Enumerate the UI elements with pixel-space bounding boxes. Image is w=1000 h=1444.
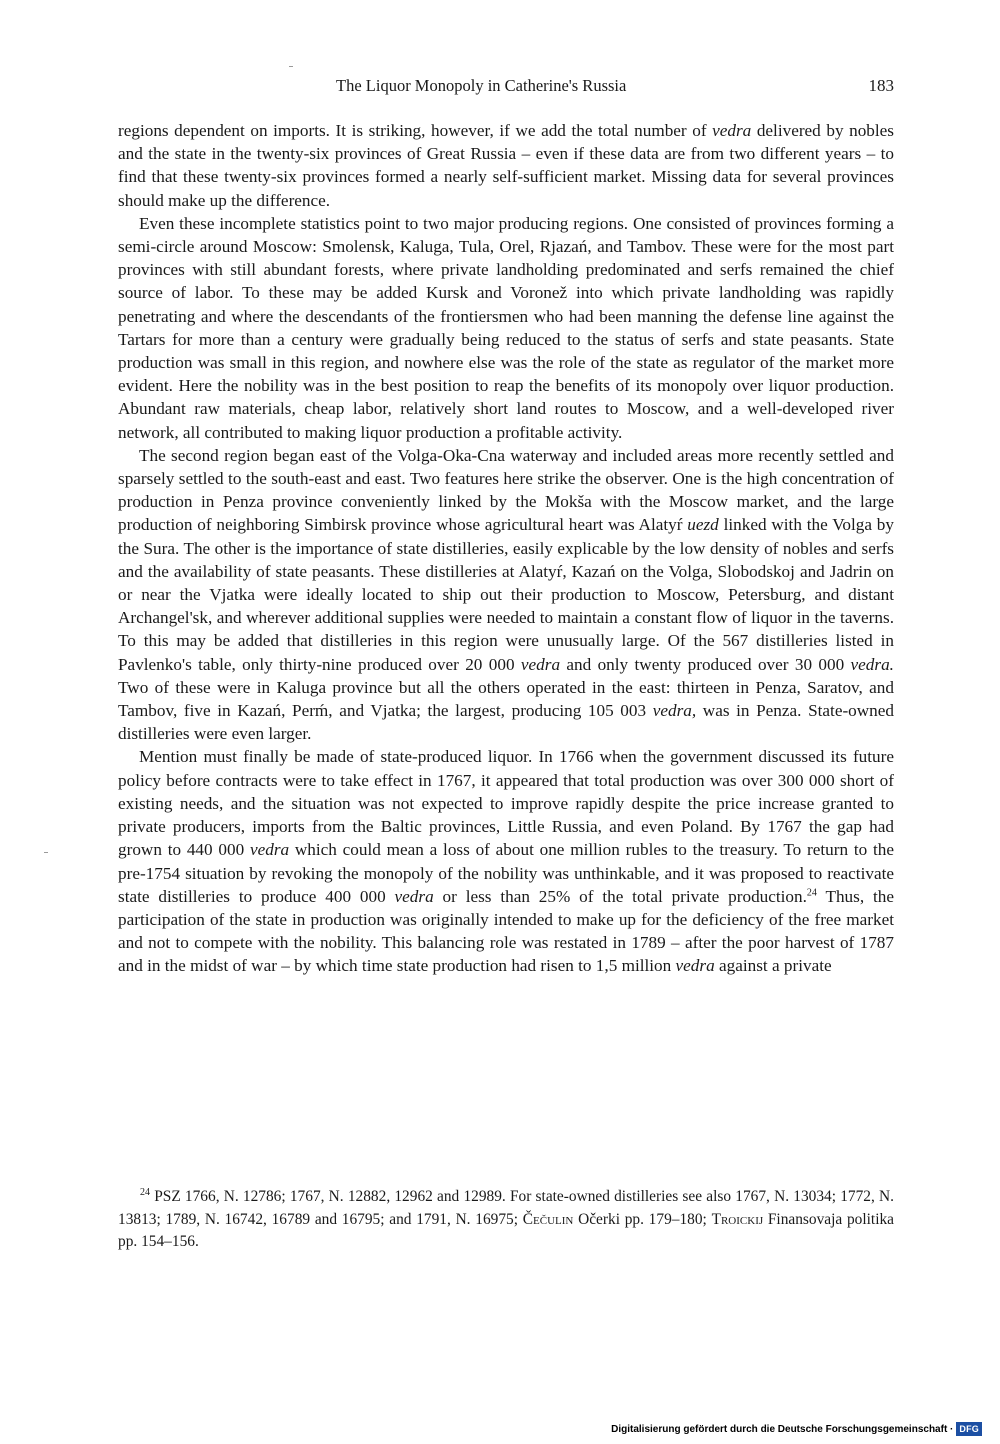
italic-term: vedra	[675, 956, 715, 976]
scan-speck	[44, 852, 48, 853]
paragraph-3	[118, 444, 894, 746]
text-run: or less than 25% of the total private production.	[433, 886, 807, 906]
paragraph-4	[118, 745, 894, 977]
dfg-logo: DFG	[956, 1422, 982, 1436]
author-name: Čečulin	[522, 1210, 574, 1228]
running-title: The Liquor Monopoly in Catherine's Russia	[336, 76, 627, 95]
text-run: The second region began east of the Volga-Oka-Cna waterway and included areas more recently settled and sparsely settled to the south-east and east. Two features here strike the observer. One is the high concentration of production in Penza province conveniently linked by the Mokša with the Moscow market, and the large production of neighboring Simbirsk province whose agricultural heart was Alatyŕ	[118, 445, 894, 535]
text-run: delivered by nobles and the state in the twenty-six provinces of Great Russia – even if these data are from two different years – to find that these twenty-six provinces formed a nearly self-sufficient market. Missing data for several provinces should make up the difference.	[118, 121, 894, 210]
italic-term: vedra	[520, 654, 561, 674]
text-run: which could mean a loss of about one million rubles to the treasury. To return to the pre-1754 situation by revoking the monopoly of the nobility was unthinkable, and it was proposed to reactivate state distilleries to produce 400 000	[118, 840, 894, 906]
italic-term: vedra	[249, 840, 290, 860]
scan-speck	[289, 66, 293, 67]
text-run: was in Penza. State-owned distilleries were even larger.	[118, 701, 894, 744]
page-number: 183	[868, 76, 894, 95]
text-run: against a private	[714, 956, 832, 976]
funding-text: Digitalisierung gefördert durch die Deutsche Forschungsgemeinschaft ·	[611, 1423, 954, 1435]
italic-term: vedra.	[850, 654, 894, 674]
text-run: and only twenty produced over 30 000	[560, 654, 851, 674]
text-run: Two of these were in Kaluga province but all the others operated in the east: thirteen in Penza, Saratov, and Tambov, five in Kazań, Perḿ, and Vjatka; the largest, producing 105 003	[118, 677, 894, 721]
text-run: Mention must finally be made of state-produced liquor. In 1766 when the government discussed its future policy before contracts were to take effect in 1767, it appeared that total production was over 300 000 short of existing needs, and the situation was not expected to improve rapidly despite the price increase granted to private producers, imports from the Baltic provinces, Little Russia, and even Poland. By 1767 the gap had grown to 440 000	[118, 747, 894, 860]
text-run: regions dependent on imports. It is striking, however, if we add the total number of	[118, 121, 713, 140]
author-name: Troickij	[711, 1210, 764, 1228]
italic-term: vedra	[712, 121, 752, 140]
text-run: Finansovaja politika pp. 154–156.	[118, 1210, 895, 1250]
running-header	[118, 76, 894, 100]
funding-credit	[611, 1422, 982, 1436]
text-run: PSZ 1766, N. 12786; 1767, N. 12882, 12962 and 12989. For state-owned distilleries see also 1767, N. 13034; 1772, N. 13813; 1789, N. 16742, 16789 and 16795; and 1791, N. 16975;	[118, 1188, 894, 1228]
body-text	[118, 119, 894, 978]
italic-term: uezd	[687, 515, 719, 535]
italic-term: vedra,	[652, 701, 697, 721]
footnote-reference: 24	[806, 886, 817, 898]
text-run: linked with the Volga by the Sura. The other is the importance of state distilleries, easily explicable by the low density of nobles and serfs and the availability of state peasants. These distilleries at Alatyŕ, Kazań on the Volga, Slobodskoj and Jadrin on or near the Vjatka were ideally located to ship out their production to Moscow, Petersburg, and distant Archangel'sk, and wherever additional supplies were needed to maintain a constant flow of liquor in the taverns. To this may be added that distilleries in this region were unusually large. Of the 567 distilleries listed in Pavlenko's table, only thirty-nine produced over 20 000	[118, 515, 894, 674]
footnote-text	[118, 1186, 894, 1254]
paragraph-1	[118, 119, 894, 212]
text-run: Thus, the participation of the state in production was originally intended to make up for the deficiency of the free market and not to compete with the nobility. This balancing role was restated in 1789 – after the poor harvest of 1787 and in the midst of war – by which time state production had risen to 1,5 million	[118, 886, 894, 976]
text-run: Očerki pp. 179–180;	[573, 1210, 712, 1228]
paragraph-2: Even these incomplete statistics point to two major producing regions. One consisted of provinces forming a semi-circle around Moscow: Smolensk, Kaluga, Tula, Orel, Rjazań, and Tambov. These were for the most part provinces with still abundant forests, where private landholding predominated and serfs remained the chief source of labor. To these may be added Kursk and Voronež into which private landholding was rapidly penetrating and where the descendants of the frontiersmen who had been manning the defense line against the Tartars for more than a century were gradually being reduced to the status of serfs and state peasants. State production was small in this region, and nowhere else was the role of the state as regulator of the market more evident. Here the nobility was in the best position to reap the benefits of its monopoly over liquor production. Abundant raw materials, cheap labor, relatively short land routes to Moscow, and a well-developed river network, all contributed to making liquor production a profitable activity.	[118, 213, 894, 442]
footnote-24	[118, 1186, 894, 1254]
footnote-number: 24	[140, 1186, 150, 1198]
italic-term: vedra	[394, 886, 434, 906]
